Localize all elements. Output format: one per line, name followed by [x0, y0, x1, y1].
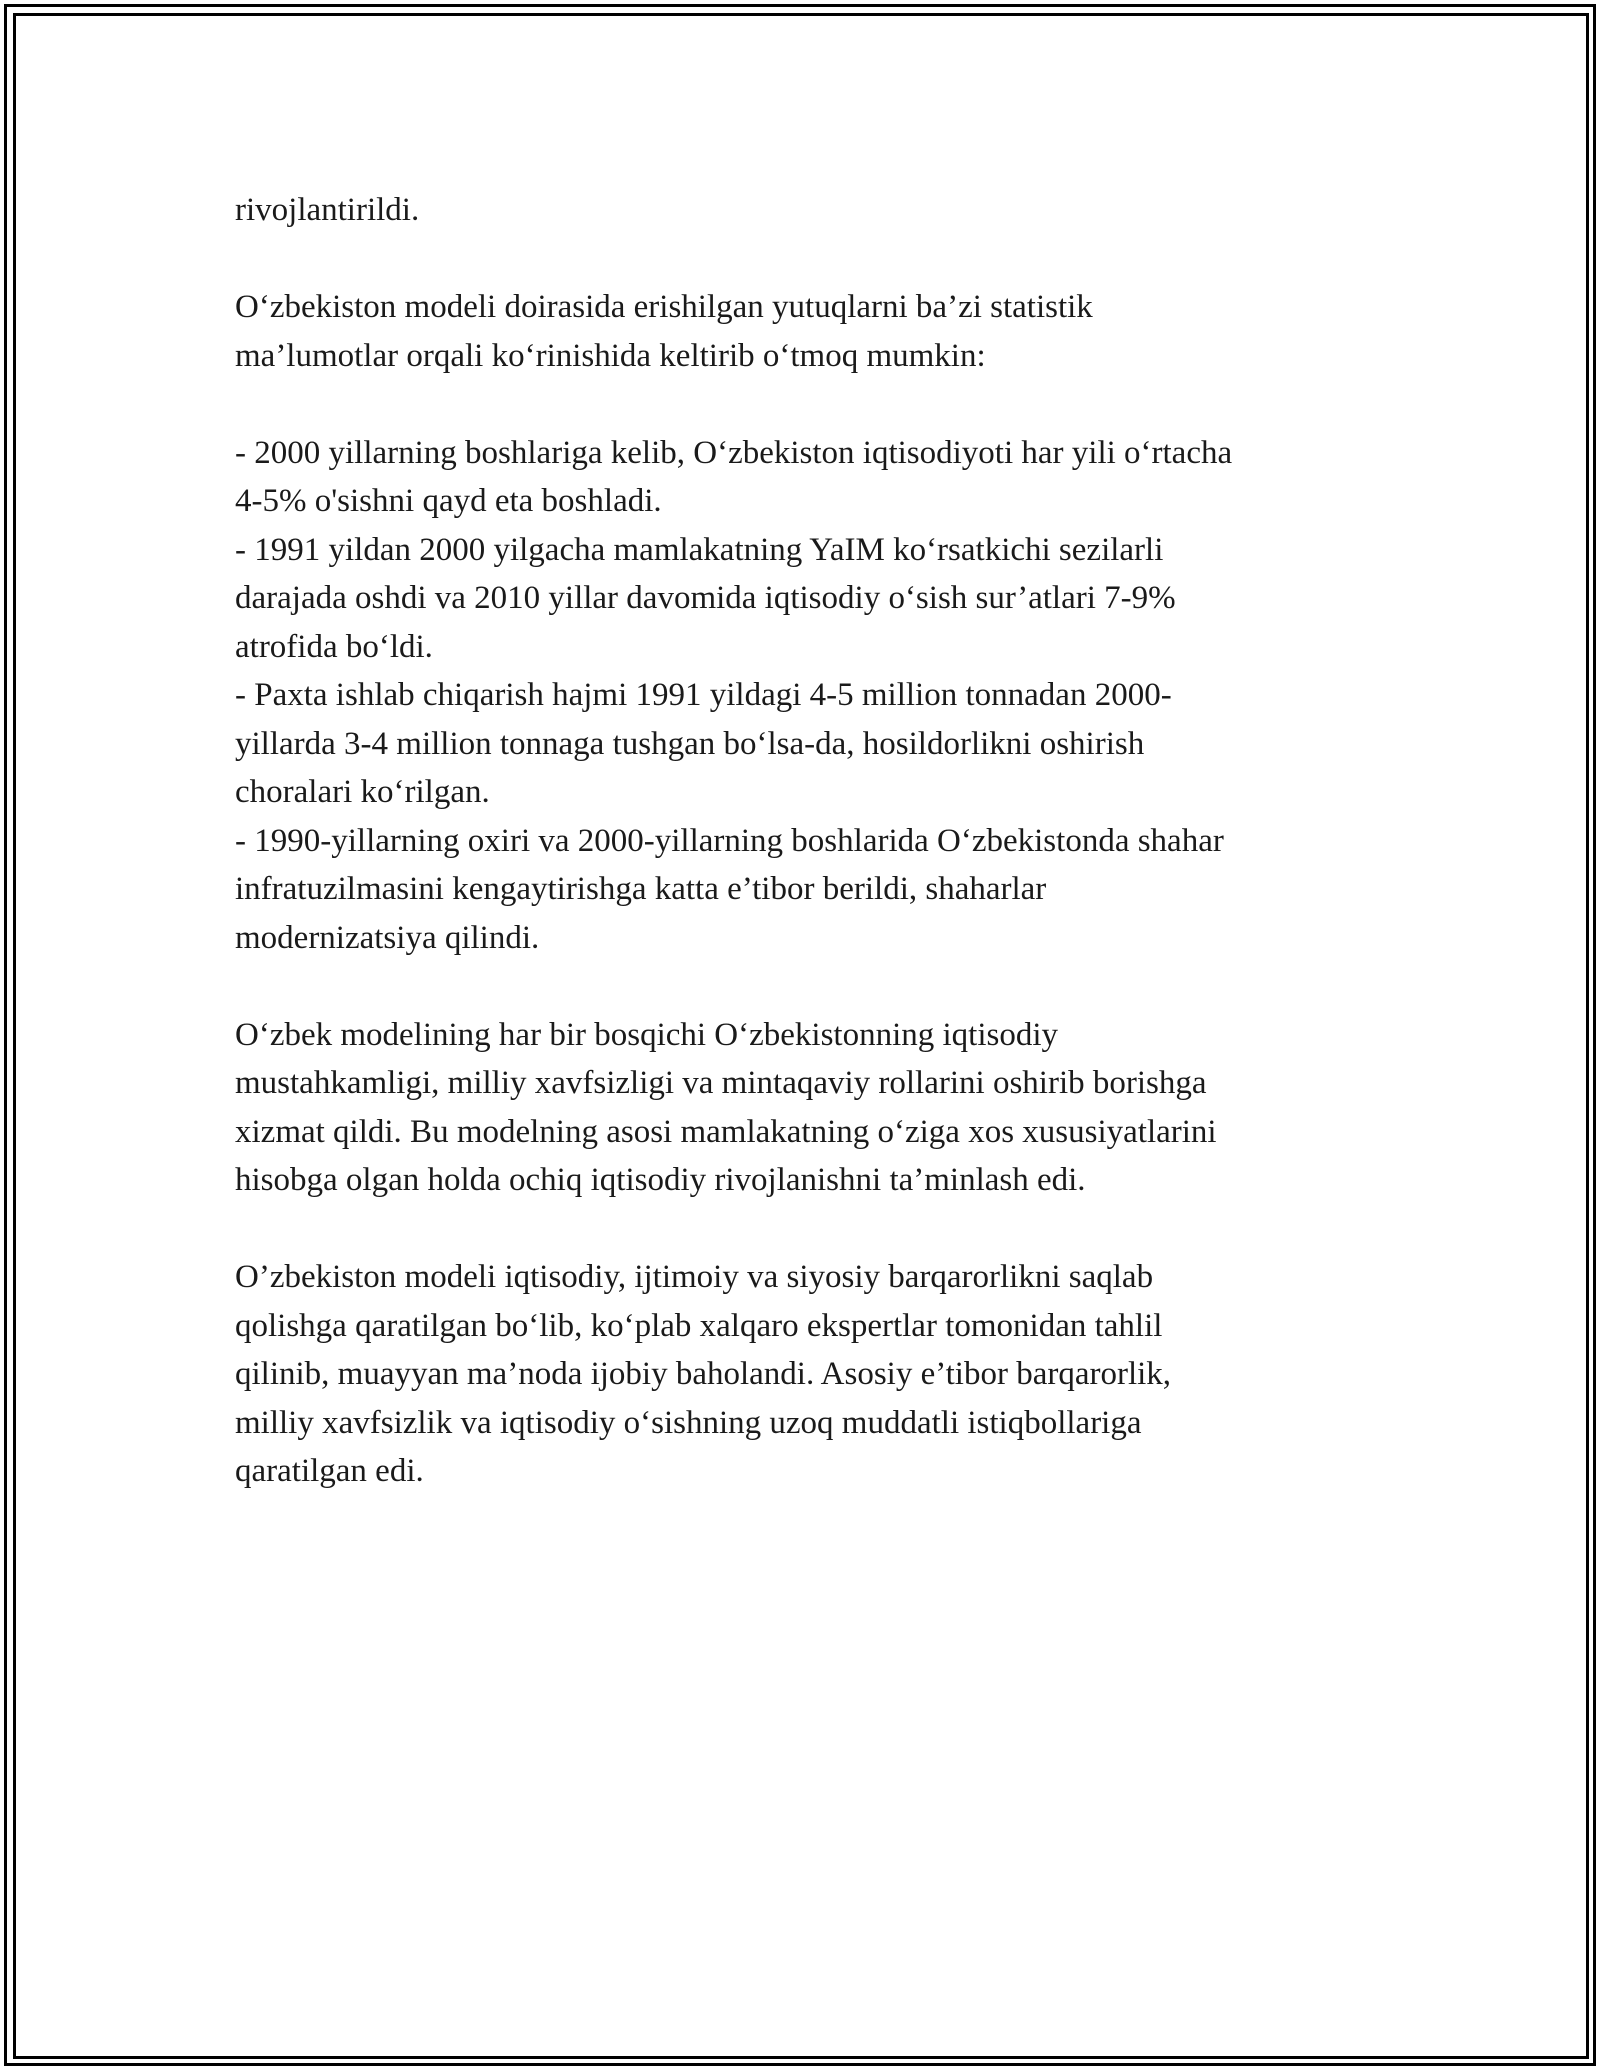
paragraph-1 — [235, 186, 1365, 235]
text-line: O’zbekiston modeli iqtisodiy, ijtimoiy va siyosiy barqarorlikni saqlab — [235, 1259, 1154, 1295]
list-item-line: atrofida bo‘ldi. — [235, 628, 433, 665]
list-item-line: 4-5% o'sishni qayd eta boshladi. — [235, 483, 662, 519]
text-line: ma’lumotlar orqali ko‘rinishida keltirib o‘tmoq mumkin: — [235, 337, 986, 374]
text-line: qilinib, muayyan ma’noda ijobiy baholandi. Asosiy e’tibor barqarorlik, — [235, 1356, 1172, 1392]
list-item-line: infratuzilmasini kengaytirishga katta e’tibor berildi, shaharlar — [235, 871, 1047, 907]
text-line: milliy xavfsizlik va iqtisodiy o‘sishning uzoq muddatli istiqbollariga — [235, 1404, 1142, 1441]
text-line: hisobga olgan holda ochiq iqtisodiy rivojlanishni ta’minlash edi. — [235, 1162, 1086, 1198]
list-item-line: darajada oshdi va 2010 yillar davomida iqtisodiy o‘sish sur’atlari 7-9% — [235, 580, 1176, 616]
paragraph-4 — [235, 1011, 1365, 1205]
document-body — [235, 186, 1365, 1496]
paragraph-5 — [235, 1253, 1365, 1496]
text-line: O‘zbek modelining har bir bosqichi O‘zbekistonning iqtisodiy — [235, 1016, 1059, 1053]
text-line: qaratilgan edi. — [235, 1453, 424, 1489]
list-item-line: - 2000 yillarning boshlariga kelib, O‘zbekiston iqtisodiyoti har yili o‘rtacha — [235, 434, 1233, 471]
list-item-line: - 1990-yillarning oxiri va 2000-yillarning boshlarida O‘zbekistonda shahar — [235, 822, 1224, 859]
paragraph-gap — [235, 235, 1365, 284]
paragraph-gap — [235, 380, 1365, 429]
text-line: rivojlantirildi. — [235, 192, 420, 228]
paragraph-gap — [235, 962, 1365, 1011]
list-item-line: - Paxta ishlab chiqarish hajmi 1991 yildagi 4-5 million tonnadan 2000- — [235, 677, 1172, 713]
list-item-line: choralari ko‘rilgan. — [235, 774, 490, 810]
paragraph-2 — [235, 283, 1365, 380]
list-item-line: modernizatsiya qilindi. — [235, 919, 540, 956]
text-line: xizmat qildi. Bu modelning asosi mamlakatning o‘ziga xos xususiyatlarini — [235, 1113, 1217, 1150]
text-line: qolishga qaratilgan bo‘lib, ko‘plab xalqaro ekspertlar tomonidan tahlil — [235, 1307, 1163, 1344]
statistics-list — [235, 429, 1365, 963]
text-line: O‘zbekiston modeli doirasida erishilgan yutuqlarni ba’zi statistik — [235, 289, 1093, 325]
text-line: mustahkamligi, milliy xavfsizligi va mintaqaviy rollarini oshirib borishga — [235, 1065, 1207, 1101]
list-item-line: - 1991 yildan 2000 yilgacha mamlakatning YaIM ko‘rsatkichi sezilarli — [235, 531, 1164, 568]
list-item-line: yillarda 3-4 million tonnaga tushgan bo‘lsa-da, hosildorlikni oshirish — [235, 725, 1145, 762]
paragraph-gap — [235, 1205, 1365, 1254]
